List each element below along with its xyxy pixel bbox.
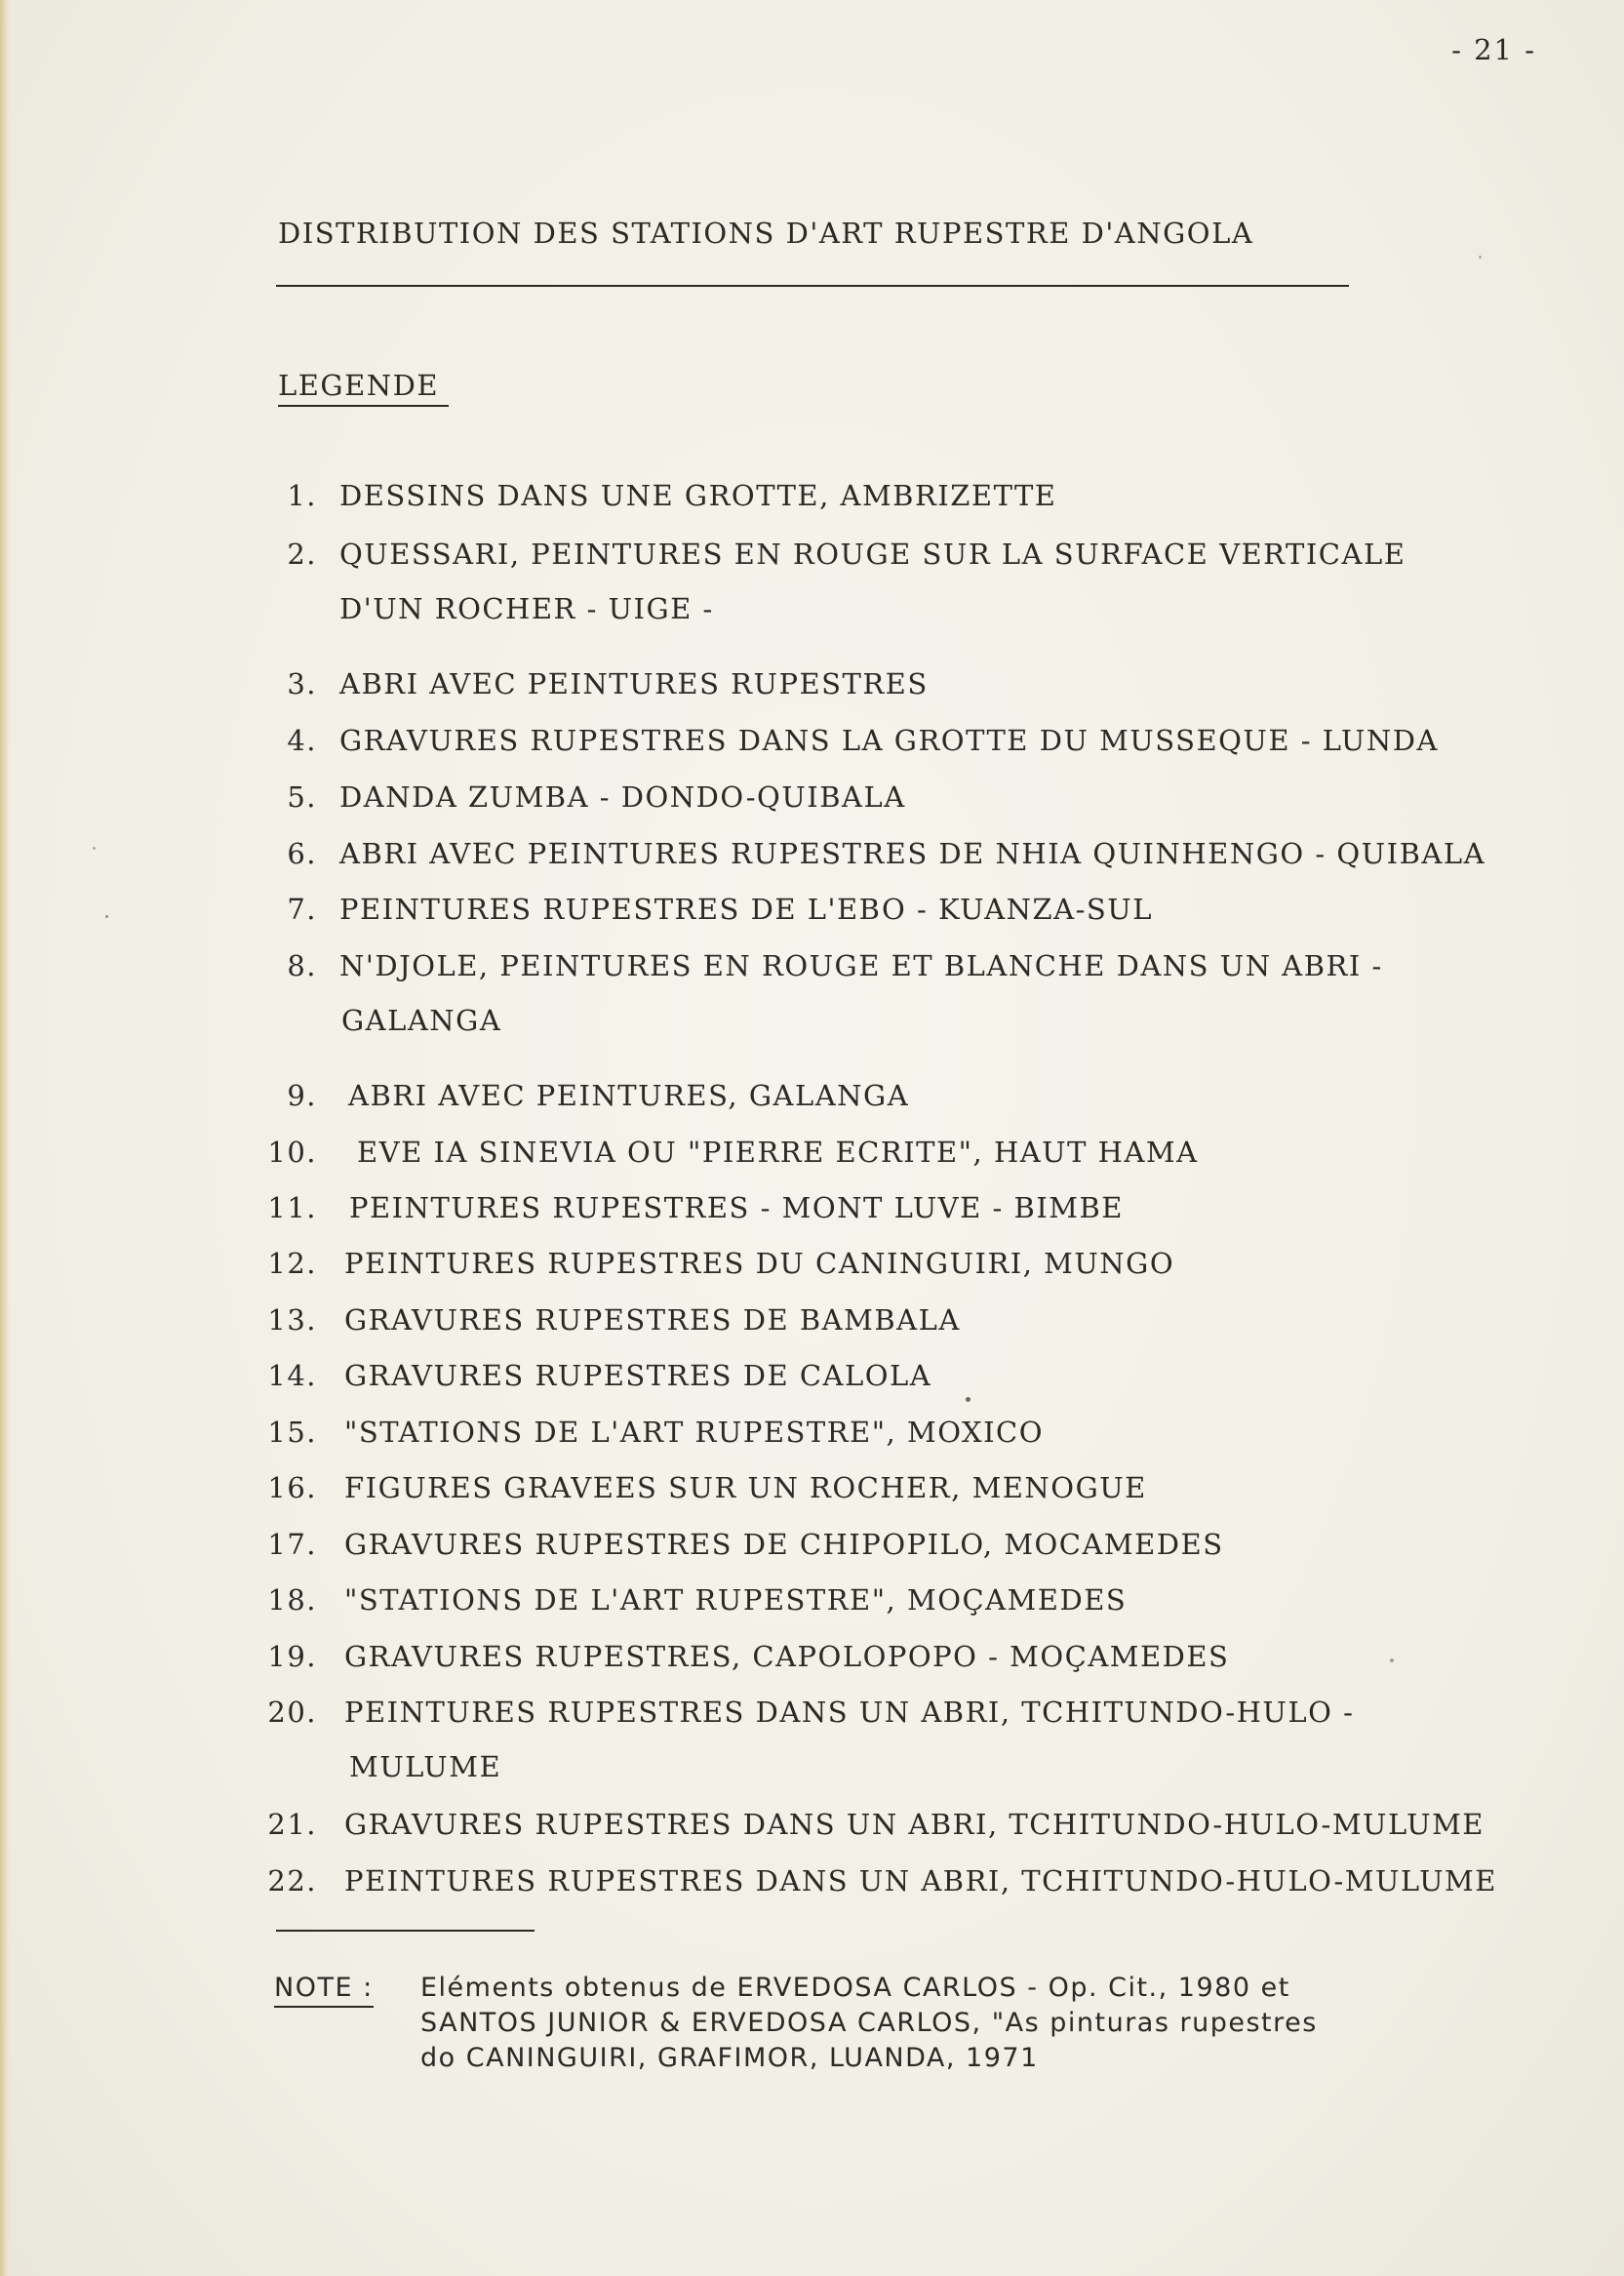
- legend-item-text: PEINTURES RUPESTRES DANS UN ABRI, TCHITUNDO-HULO -: [344, 1696, 1355, 1729]
- legend-item-text: PEINTURES RUPESTRES DANS UN ABRI, TCHITUNDO-HULO-MULUME: [344, 1864, 1497, 1897]
- legend-item-continuation: MULUME: [349, 1750, 502, 1783]
- legend-item-text: "STATIONS DE L'ART RUPESTRE", MOXICO: [344, 1416, 1045, 1449]
- legend-item-number: 10.: [267, 1136, 317, 1169]
- footnote-rule: [276, 1930, 535, 1932]
- legend-item-text: PEINTURES RUPESTRES DE L'EBO - KUANZA-SUL: [339, 893, 1153, 926]
- legend-item-number: 6.: [287, 837, 317, 870]
- legend-item-number: 22.: [267, 1864, 317, 1897]
- legend-item-text: GRAVURES RUPESTRES DE CALOLA: [344, 1359, 932, 1392]
- paper-edge: [0, 0, 10, 2276]
- legend-item-number: 21.: [267, 1808, 317, 1841]
- legend-item-text: QUESSARI, PEINTURES EN ROUGE SUR LA SURFACE VERTICALE: [339, 538, 1406, 571]
- legend-item-continuation: GALANGA: [341, 1004, 502, 1037]
- legend-item-text: GRAVURES RUPESTRES, CAPOLOPOPO - MOÇAMEDES: [344, 1640, 1230, 1673]
- note-line: Eléments obtenus de ERVEDOSA CARLOS - Op. Cit., 1980 et: [420, 1973, 1290, 2003]
- legend-item-number: 2.: [287, 538, 317, 571]
- note-line: SANTOS JUNIOR & ERVEDOSA CARLOS, "As pinturas rupestres: [420, 2008, 1318, 2038]
- legend-heading: LEGENDE: [278, 369, 449, 407]
- page-number: - 21 -: [1451, 33, 1536, 66]
- legend-item-number: 9.: [287, 1079, 317, 1112]
- page-title: DISTRIBUTION DES STATIONS D'ART RUPESTRE D'ANGOLA: [278, 217, 1254, 250]
- legend-item-text: FIGURES GRAVEES SUR UN ROCHER, MENOGUE: [344, 1471, 1147, 1504]
- legend-item-number: 8.: [287, 949, 317, 982]
- legend-item-number: 17.: [267, 1528, 317, 1561]
- note-label: NOTE :: [274, 1971, 374, 2008]
- legend-item-text: GRAVURES RUPESTRES DANS LA GROTTE DU MUSSEQUE - LUNDA: [339, 724, 1439, 757]
- legend-item-text: PEINTURES RUPESTRES - MONT LUVE - BIMBE: [349, 1191, 1124, 1224]
- legend-item-number: 3.: [287, 667, 317, 700]
- legend-item-number: 14.: [267, 1359, 317, 1392]
- note-line: do CANINGUIRI, GRAFIMOR, LUANDA, 1971: [420, 2043, 1039, 2073]
- legend-item-text: "STATIONS DE L'ART RUPESTRE", MOÇAMEDES: [344, 1583, 1128, 1617]
- paper-speck: [1479, 256, 1482, 259]
- legend-item-number: 19.: [267, 1640, 317, 1673]
- legend-item-text: ABRI AVEC PEINTURES RUPESTRES DE NHIA QUINHENGO - QUIBALA: [339, 837, 1486, 870]
- legend-item-text: DESSINS DANS UNE GROTTE, AMBRIZETTE: [339, 479, 1057, 512]
- legend-item-text: PEINTURES RUPESTRES DU CANINGUIRI, MUNGO: [344, 1247, 1175, 1280]
- legend-item-text: ABRI AVEC PEINTURES RUPESTRES: [339, 667, 929, 700]
- legend-item-text: DANDA ZUMBA - DONDO-QUIBALA: [339, 780, 906, 814]
- legend-item-number: 18.: [267, 1583, 317, 1617]
- legend-item-text: GRAVURES RUPESTRES DE CHIPOPILO, MOCAMEDES: [344, 1528, 1224, 1561]
- legend-item-text: ABRI AVEC PEINTURES, GALANGA: [348, 1079, 910, 1112]
- legend-item-number: 1.: [287, 479, 317, 512]
- paper-speck: [93, 847, 96, 850]
- legend-item-number: 16.: [267, 1471, 317, 1504]
- legend-item-text: GRAVURES RUPESTRES DE BAMBALA: [344, 1303, 961, 1337]
- legend-item-text: N'DJOLE, PEINTURES EN ROUGE ET BLANCHE DANS UN ABRI -: [339, 949, 1383, 982]
- legend-item-text: GRAVURES RUPESTRES DANS UN ABRI, TCHITUNDO-HULO-MULUME: [344, 1808, 1485, 1841]
- paper-speck: [1390, 1658, 1394, 1662]
- legend-item-number: 11.: [267, 1191, 317, 1224]
- legend-item-number: 12.: [267, 1247, 317, 1280]
- legend-item-number: 20.: [267, 1696, 317, 1729]
- legend-item-continuation: D'UN ROCHER - UIGE -: [339, 592, 714, 625]
- legend-item-number: 4.: [287, 724, 317, 757]
- legend-item-number: 13.: [267, 1303, 317, 1337]
- legend-item-text: EVE IA SINEVIA OU "PIERRE ECRITE", HAUT HAMA: [357, 1136, 1199, 1169]
- paper-speck: [966, 1397, 970, 1402]
- legend-item-number: 7.: [287, 893, 317, 926]
- legend-item-number: 5.: [287, 780, 317, 814]
- legend-item-number: 15.: [267, 1416, 317, 1449]
- title-underline: [276, 285, 1349, 287]
- paper-speck: [105, 915, 108, 918]
